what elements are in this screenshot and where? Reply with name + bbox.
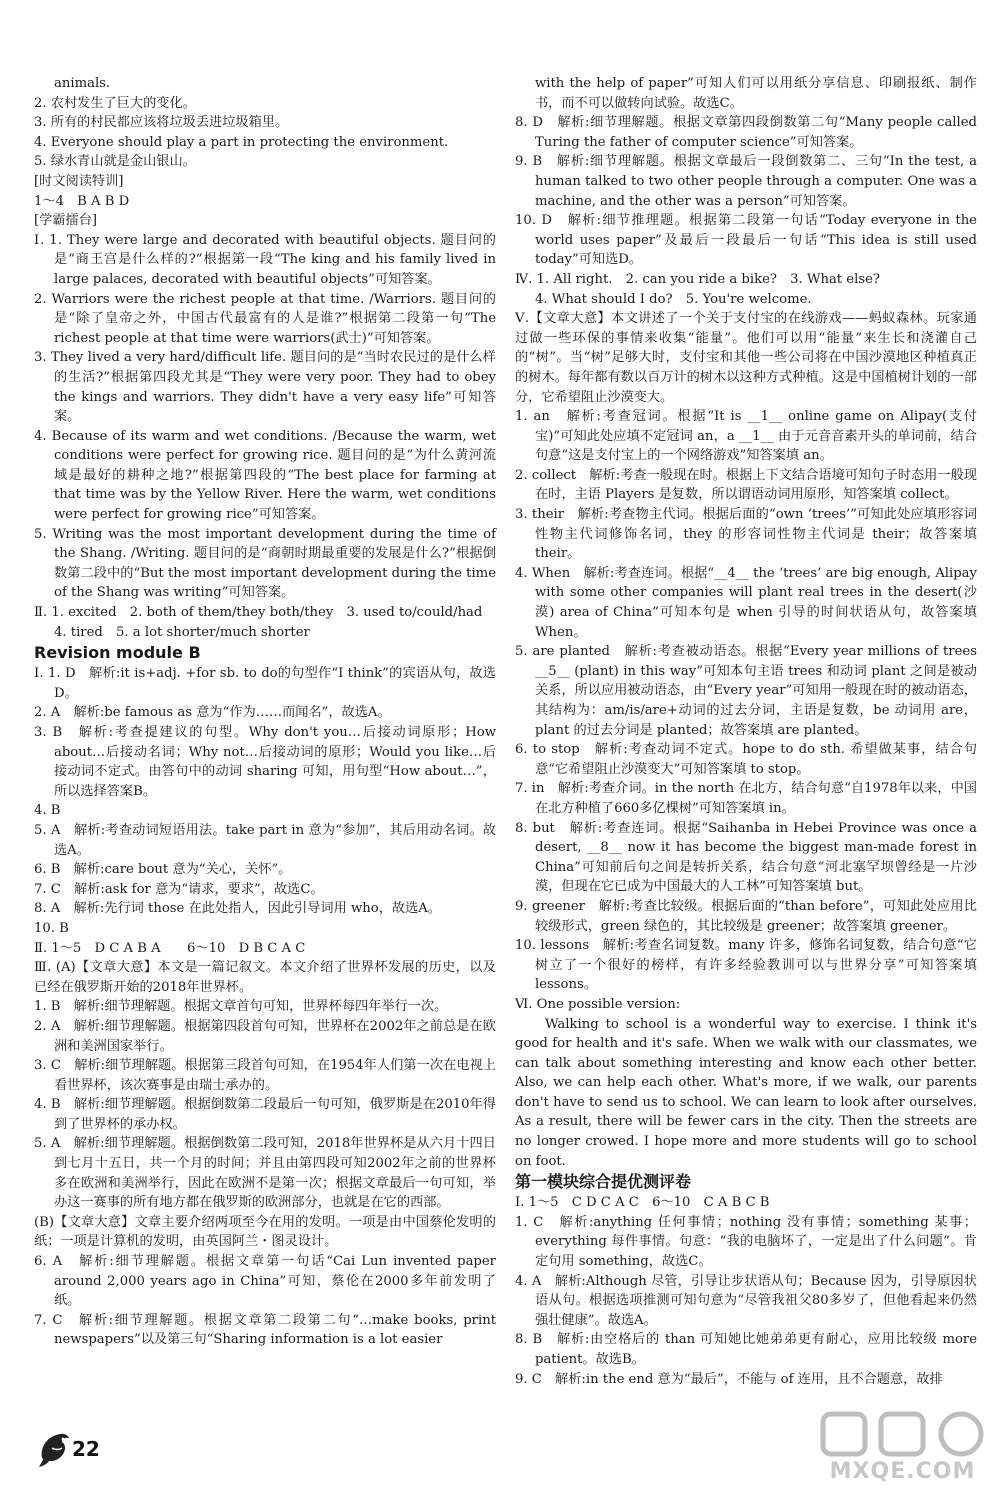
answer-paragraph: 6. to stop 解析:考查动词不定式。hope to do sth. 希望做某事，结合句意“它希望阻止沙漠变大”可知答案填 to stop。 — [515, 742, 977, 777]
answer-paragraph: 8. D 解析:细节理解题。根据文章第四段倒数第二句“Many people called Turing the father of computer science”可知答案。 — [515, 115, 977, 150]
answer-paragraph: 7. in 解析:考查介词。in the north 在北方，结合句意“自1978年以来，中国在北方种植了660多亿棵树”可知答案填 in。 — [515, 781, 977, 816]
answer-paragraph: 4. A 解析:Although 尽管，引导让步状语从句；Because 因为，引导原因状语从句。根据选项推测可知句意为“尽管我祖父80多岁了，但他看起来仍然强壮健康”。故选A。 — [515, 1273, 977, 1328]
answer-paragraph: Ⅵ. One possible version: — [515, 996, 681, 1012]
answer-paragraph: 9. greener 解析:考查比较级。根据后面的“than before”，可知此处应用比较级形式，green 绿色的，其比较级是 greener；故答案填 greener。 — [515, 898, 977, 934]
answer-paragraph: 10. D 解析:细节推理题。根据第二段第一句话“Today everyone in the world uses paper”及最后一段最后一句话“This idea is still used today”可知选D。 — [515, 213, 977, 268]
answer-paragraph: 9. B 解析:细节理解题。根据文章最后一段倒数第二、三句“In the test, a human talked to two other people through a computer. One was a machine, and the other was a person”可知答案。 — [515, 154, 977, 209]
answer-paragraph: 8. A 解析:先行词 those 在此处指人，因此引导词用 who，故选A。 — [34, 901, 441, 917]
answer-paragraph: Ⅲ. (A)【文章大意】本文是一篇记叙文。本文介绍了世界杯发展的历史，以及已经在俄罗斯开始的2018年世界杯。 — [34, 960, 496, 995]
watermark-logo — [815, 1410, 990, 1486]
answer-paragraph: 5. Writing was the most important development during the time of the Shang. /Writing. 题目问的是“商朝时期最重要的发展是什么?”根据倒数第二段中的“But the most important development during the time of the Shang was writing”可知答案。 — [34, 526, 496, 601]
answer-paragraph: 4. B 解析:细节理解题。根据倒数第二段最后一句可知，俄罗斯是在2010年得到了世界杯的承办权。 — [34, 1097, 496, 1132]
answer-paragraph: 6. A 解析:细节理解题。根据文章第一句话“Cai Lun invented paper around 2,000 years ago in China”可知，蔡伦在2000多年前发明了纸。 — [34, 1254, 496, 1309]
answer-paragraph: 4. tired 5. a lot shorter/much shorter — [54, 624, 310, 640]
answer-paragraph: Ⅴ.【文章大意】本文讲述了一个关于支付宝的在线游戏——蚂蚁森林。玩家通过做一些环保的事情来收集“能量”。他们可以用“能量”来生长和浇灌自己的“树”。当“树”足够大时，支付宝和其他一些公司将在中国沙漠地区种植真正的树木。每年都有数以百万计的树木以这种方式种植。这是中国植树计划的一部分，它希望阻止沙漠变大。 — [515, 311, 977, 405]
left-column — [34, 74, 496, 1350]
answer-paragraph: 9. C 解析:in the end 意为“最后”，不能与 of 连用，且不合题意，故排 — [515, 1371, 943, 1387]
answer-paragraph: 1. an 解析:考查冠词。根据“It is __1__ online game on Alipay(支付宝)”可知此处应填不定冠词 an，a __1__ 由于元音音素开头的单词前，结合句意“这是支付宝上的一个网络游戏”知答案填 an。 — [515, 409, 977, 464]
answer-paragraph: 3. their 解析:考查物主代词。根据后面的“own ‘trees’”可知此处应填形容词性物主代词修饰名词，they 的形容词性物主代词是 their；故答案填 their。 — [515, 507, 977, 562]
answer-paragraph: 4. Because of its warm and wet conditions. /Because the warm, wet conditions were perfect for growing rice. 题目问的是“为什么黄河流域是最好的耕种之地?”根据第四段的“The best place for farming at that time was by the Yellow River. Here the warm, wet conditions were perfect for growing rice”可知答案。 — [34, 428, 496, 523]
watermark-site-text: MXQE.COM — [829, 1459, 976, 1484]
answer-paragraph: Ⅱ. 1～5 D C A B A 6～10 D B C A C — [34, 940, 306, 956]
answer-paragraph: (B)【文章大意】文章主要介绍两项至今在用的发明。一项是由中国蔡伦发明的纸；一项是计算机的发明，由英国阿兰・图灵设计。 — [34, 1214, 496, 1250]
section-title: 第一模块综合提优测评卷 — [515, 1172, 692, 1192]
answer-paragraph: 5. A 解析:细节理解题。根据倒数第二段可知，2018年世界杯是从六月十四日到七月十五日，共一个月的时间；并且由第四段可知2002年之前的世界杯多在欧洲和美洲举行，因此在欧洲不是第一次；根据文章最后一句可知，举办这一赛事的所有地方都在俄罗斯的欧洲部分，也就是在它的西部。 — [34, 1136, 496, 1211]
answer-paragraph: Ⅱ. 1. excited 2. both of them/they both/they 3. used to/could/had — [34, 605, 483, 621]
answer-paragraph: 4. When 解析:考查连词。根据“__4__ the ‘trees’ are big enough, Alipay with some other companies will plant real trees in the desert(沙漠) area of China”可知本句是 when 引导的时间状语从句，故答案填 When。 — [515, 565, 977, 640]
answer-paragraph: 1. C 解析:anything 任何事情；nothing 没有事情；something 某事；everything 每件事情。句意：“我的电脑坏了，一定是出了什么问题”。肯定句用 something，故选C。 — [515, 1214, 977, 1270]
answer-paragraph: 6. B 解析:care bout 意为“关心，关怀”。 — [34, 862, 292, 878]
answer-paragraph: 2. A 解析:be famous as 意为“作为……而闻名”，故选A。 — [34, 705, 391, 721]
section-title: Revision module B — [34, 643, 201, 663]
answer-paragraph: [时文阅读特训] — [34, 173, 124, 189]
answer-paragraph: 3. They lived a very hard/difficult life. 题目问的是“当时农民过的是什么样的生活?”根据第四段尤其是“They were very poor. They had to obey the kings and warriors. They didn't have a very easy life”可知答案。 — [34, 350, 496, 425]
answer-paragraph: 7. C 解析:细节理解题。根据文章第二段第二句“…make books, print newspapers”以及第三句“Sharing information is a lot easier — [34, 1312, 496, 1348]
answer-paragraph: 5. 绿水青山就是金山银山。 — [34, 154, 196, 170]
answer-paragraph: 3. 所有的村民都应该将垃圾丢进垃圾箱里。 — [34, 115, 289, 131]
answer-paragraph: 1. B 解析:细节理解题。根据文章首句可知，世界杯每四年举行一次。 — [34, 999, 448, 1015]
answer-paragraph: Walking to school is a wonderful way to exercise. I think it's good for health and it's safe. When we walk with our classmates, we can talk about something interesting and know each other better. Also, we can help each other. What's more, if we walk, our parents don't have to send us to school. We can learn to look after ourselves. As a result, there will be fewer cars in the city. Then the streets are no longer crowed. I hope more and more students will go to school on foot. — [515, 1016, 977, 1169]
answer-paragraph: 4. B — [34, 803, 61, 819]
answer-paragraph: 4. Everyone should play a part in protecting the environment. — [34, 134, 449, 150]
answer-paragraph: 5. A 解析:考查动词短语用法。take part in 意为“参加”，其后用动名词。故选A。 — [34, 822, 496, 858]
answer-paragraph: 10. B — [34, 920, 69, 936]
answer-paragraph: 2. 农村发生了巨大的变化。 — [34, 95, 196, 111]
dolphin-mascot-icon — [38, 1428, 72, 1468]
answer-paragraph: 4. What should I do? 5. You're welcome. — [535, 291, 812, 307]
answer-paragraph: 2. collect 解析:考查一般现在时。根据上下文结合语境可知句子时态用一般现在时，主语 Players 是复数，所以谓语动词用原形，知答案填 collect。 — [515, 467, 977, 503]
answer-paragraph: 1～4 B A B D — [34, 193, 130, 209]
answer-paragraph: Ⅳ. 1. All right. 2. can you ride a bike? 3. What else? — [515, 271, 880, 287]
answer-paragraph: 5. are planted 解析:考查被动语态。根据“Every year millions of trees __5__ (plant) in this way”可知本句主语 trees 和动词 plant 之间是被动关系，所以应用被动语态，由“Every year”可知用一般现在时的被动语态，其结构为：am/is/are+动词的过去分词，主语是复数，be 动词用 are，plant 的过去分词是 planted；故答案填 are planted。 — [515, 644, 977, 738]
answer-paragraph: Ⅰ. 1. D 解析:it is+adj. +for sb. to do的句型作“I think”的宾语从句，故选D。 — [34, 666, 496, 701]
answer-paragraph: animals. — [54, 76, 111, 91]
answer-paragraph: 8. but 解析:考查连词。根据“Saihanba in Hebei Province was once a desert, __8__ now it has become the biggest man-made forest in China”可知前后句之间是转折关系，结合句意“河北塞罕坝曾经是一片沙漠，但现在它已成为中国最大的人工林”可知答案填 but。 — [515, 820, 977, 895]
answer-paragraph: 3. C 解析:细节理解题。根据第三段首句可知，在1954年人们第一次在电视上看世界杯，该次赛事是由瑞士承办的。 — [34, 1058, 496, 1093]
answer-paragraph: 7. C 解析:ask for 意为“请求，要求”，故选C。 — [34, 881, 324, 897]
answer-paragraph: 10. lessons 解析:考查名词复数。many 许多，修饰名词复数，结合句意“它树立了一个很好的榜样，有许多经验教训可以与世界分享”可知答案填 lessons。 — [515, 938, 977, 993]
answer-paragraph: 8. B 解析:由空格后的 than 可知她比她弟弟更有耐心，应用比较级 more patient。故选B。 — [515, 1332, 977, 1367]
answer-paragraph: 2. Warriors were the richest people at that time. /Warriors. 题目问的是“除了皇帝之外，中国古代最富有的人是谁?”根据第二段第一句“The richest people at that time were warriors(武士)”可知答案。 — [34, 291, 496, 346]
answer-paragraph: [学霸擂台] — [34, 213, 98, 229]
answer-paragraph: with the help of paper”可知人们可以用纸分享信息、印刷报纸、制作书，而不可以做转向试验。故选C。 — [535, 76, 977, 111]
page-number: 22 — [72, 1437, 100, 1461]
right-column — [515, 74, 977, 1389]
answer-paragraph: 2. A 解析:细节理解题。根据第四段首句可知，世界杯在2002年之前总是在欧洲和美洲国家举行。 — [34, 1018, 496, 1054]
answer-paragraph: Ⅰ. 1. They were large and decorated with beautiful objects. 题目问的是“商王宫是什么样的?”根据第一段“The king and his family lived in large palaces, decorated with beautiful objects”可知答案。 — [34, 232, 496, 287]
answer-paragraph: 3. B 解析:考查提建议的句型。Why don't you…后接动词原形；How about…后接动名词；Why not…后接动词的原形；Would you like…后接动词不定式。由答句中的动词 sharing 可知，用句型“How about…”，所以选择答案B。 — [34, 725, 496, 799]
answer-paragraph: Ⅰ. 1～5 C D C A C 6～10 C A B C B — [515, 1195, 770, 1211]
